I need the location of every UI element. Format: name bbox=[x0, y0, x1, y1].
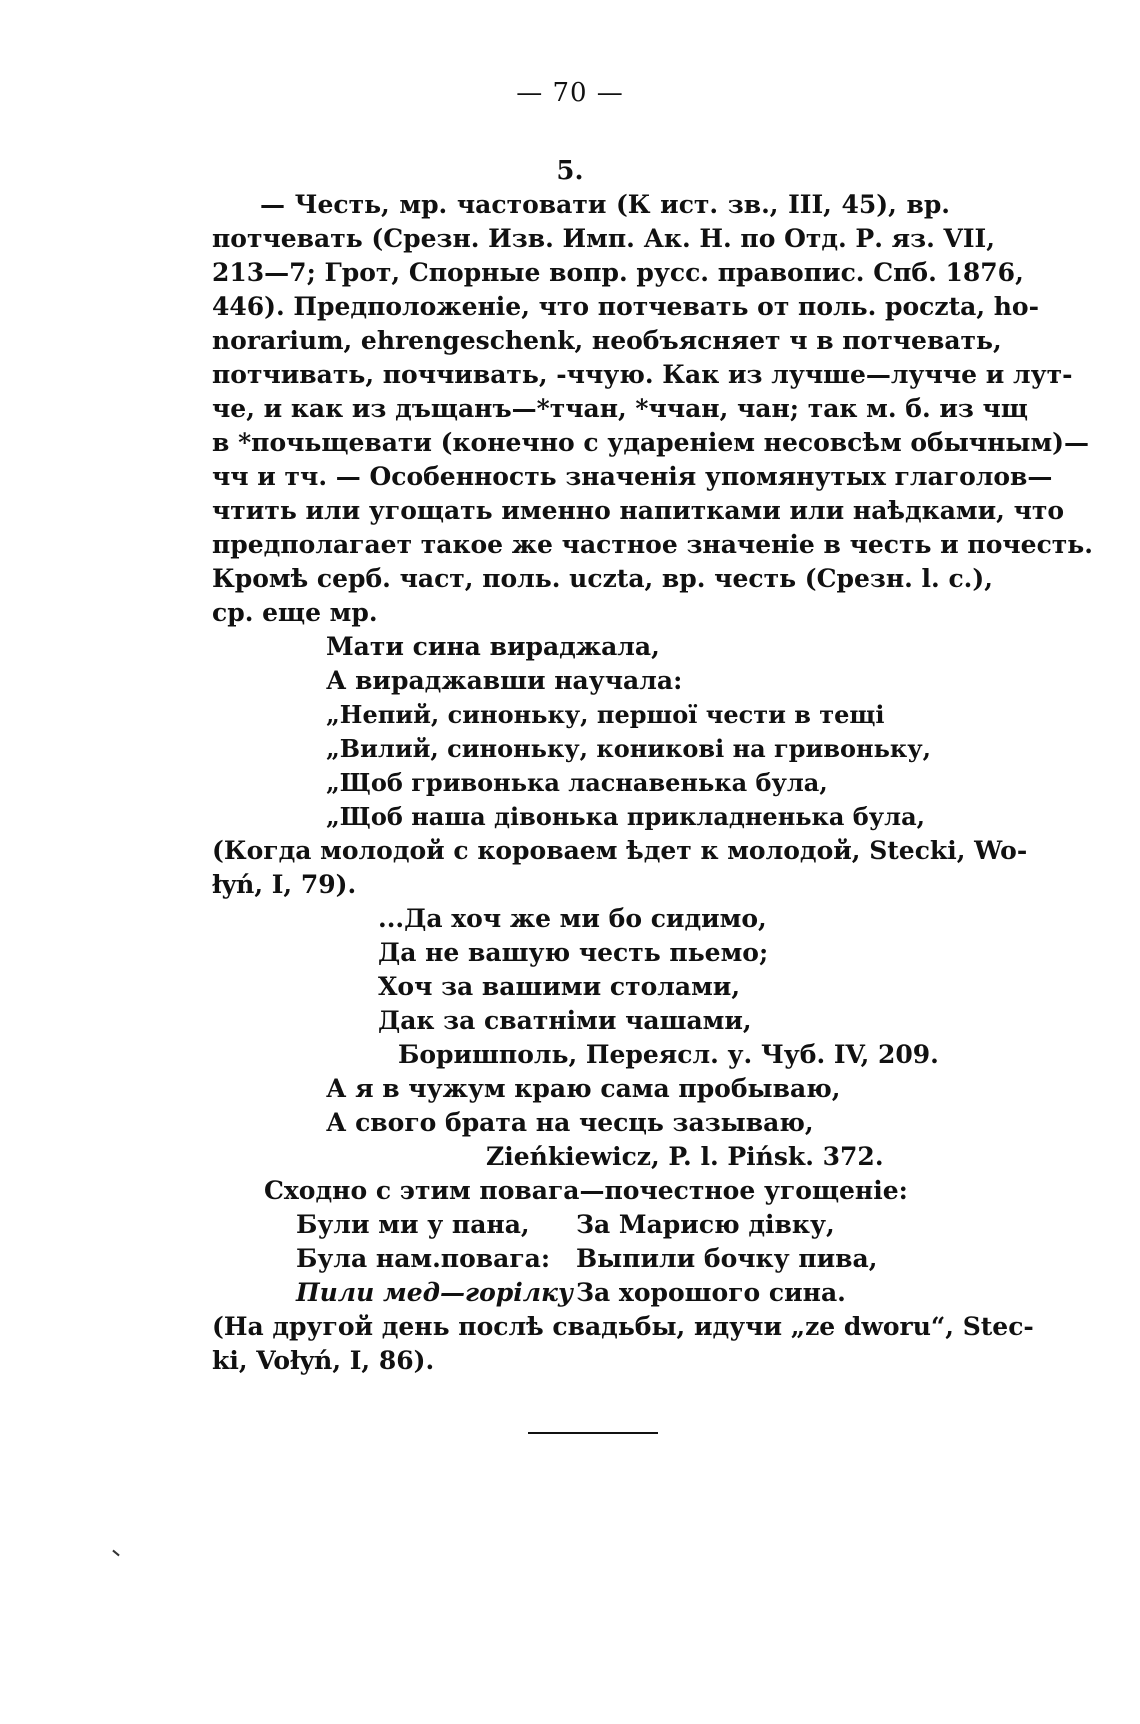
poem-line-right: За хорошого сина. bbox=[576, 1278, 846, 1307]
body-line: потчевать (Срезн. Изв. Имп. Ак. Н. по Отд. Р. яз. VII, bbox=[212, 224, 995, 253]
note-line: (На другой день послѣ свадьбы, идучи „ze dworu“, Stec- bbox=[212, 1312, 1034, 1341]
note-line: (Когда молодой с короваем ѣдет к молодой, Stecki, Wo- bbox=[212, 836, 1028, 865]
poem-line: А вираджавши научала: bbox=[326, 666, 683, 695]
poem-line: „Щоб гривонька ласнавенька була, bbox=[326, 768, 828, 797]
stray-mark bbox=[112, 1550, 119, 1557]
section-number: 5. bbox=[556, 156, 584, 186]
body-line: Кромѣ серб. част, поль. uczta, вр. честь (Срезн. l. c.), bbox=[212, 564, 993, 593]
poem-line: Да не вашую честь пьемо; bbox=[378, 938, 769, 967]
body-line: Сходно с этим повага—почестное угощеніе: bbox=[264, 1176, 908, 1205]
poem-line: Хоч за вашими столами, bbox=[378, 972, 741, 1001]
note-line: ki, Vołyń, I, 86). bbox=[212, 1346, 435, 1375]
poem-source: Боришполь, Переясл. у. Чуб. IV, 209. bbox=[398, 1040, 939, 1069]
body-line: в *почьщевати (конечно с удареніем несовсѣм обычным)— bbox=[212, 428, 1089, 457]
poem-line: Дак за сватніми чашами, bbox=[378, 1006, 752, 1035]
poem-line-right: Выпили бочку пива, bbox=[576, 1244, 878, 1273]
poem-line-left: Були ми у пана, bbox=[296, 1210, 530, 1239]
body-line: norarium, ehrengeschenk, необъясняет ч в потчевать, bbox=[212, 326, 1002, 355]
body-line: чтить или угощать именно напитками или наѣдками, что bbox=[212, 496, 1065, 525]
poem-source: Zieńkiewicz, P. l. Pińsk. 372. bbox=[486, 1142, 884, 1171]
poem-line: А я в чужум краю сама пробываю, bbox=[326, 1074, 841, 1103]
body-line: чч и тч. — Особенность значенія упомянутых глаголов— bbox=[212, 462, 1053, 491]
poem-line: Мати сина вираджала, bbox=[326, 632, 660, 661]
body-line: че, и как из дъщанъ—*тчан, *ччан, чан; так м. б. из чщ bbox=[212, 394, 1028, 423]
body-line: ср. еще мр. bbox=[212, 598, 378, 627]
body-line: 446). Предположеніе, что потчевать от поль. poczta, ho- bbox=[212, 292, 1039, 321]
poem-line-left: Пили мед—горілку bbox=[296, 1278, 573, 1307]
note-line: łyń, I, 79). bbox=[212, 870, 357, 899]
page-number: — 70 — bbox=[516, 78, 624, 108]
closing-rule bbox=[528, 1432, 658, 1434]
poem-line: „Непий, синоньку, першої чести в тещі bbox=[326, 700, 885, 729]
poem-line: „Щоб наша дівонька прикладненька була, bbox=[326, 802, 925, 831]
body-line: потчивать, поччивать, -ччую. Как из лучше—лучче и лут- bbox=[212, 360, 1073, 389]
poem-line: „Вилий, синоньку, коникові на гривоньку, bbox=[326, 734, 931, 763]
poem-line-left: Була нам.повага: bbox=[296, 1244, 551, 1273]
poem-line: ...Да хоч же ми бо сидимо, bbox=[378, 904, 767, 933]
body-line: 213—7; Грот, Спорные вопр. русс. правопис. Спб. 1876, bbox=[212, 258, 1024, 287]
body-line: предполагает такое же частное значеніе в честь и почесть. bbox=[212, 530, 1093, 559]
body-line: — Честь, мр. частовати (К ист. зв., III, 45), вр. bbox=[260, 190, 950, 219]
poem-line: А свого брата на чесць зазываю, bbox=[326, 1108, 814, 1137]
poem-line-right: За Марисю дівку, bbox=[576, 1210, 835, 1239]
